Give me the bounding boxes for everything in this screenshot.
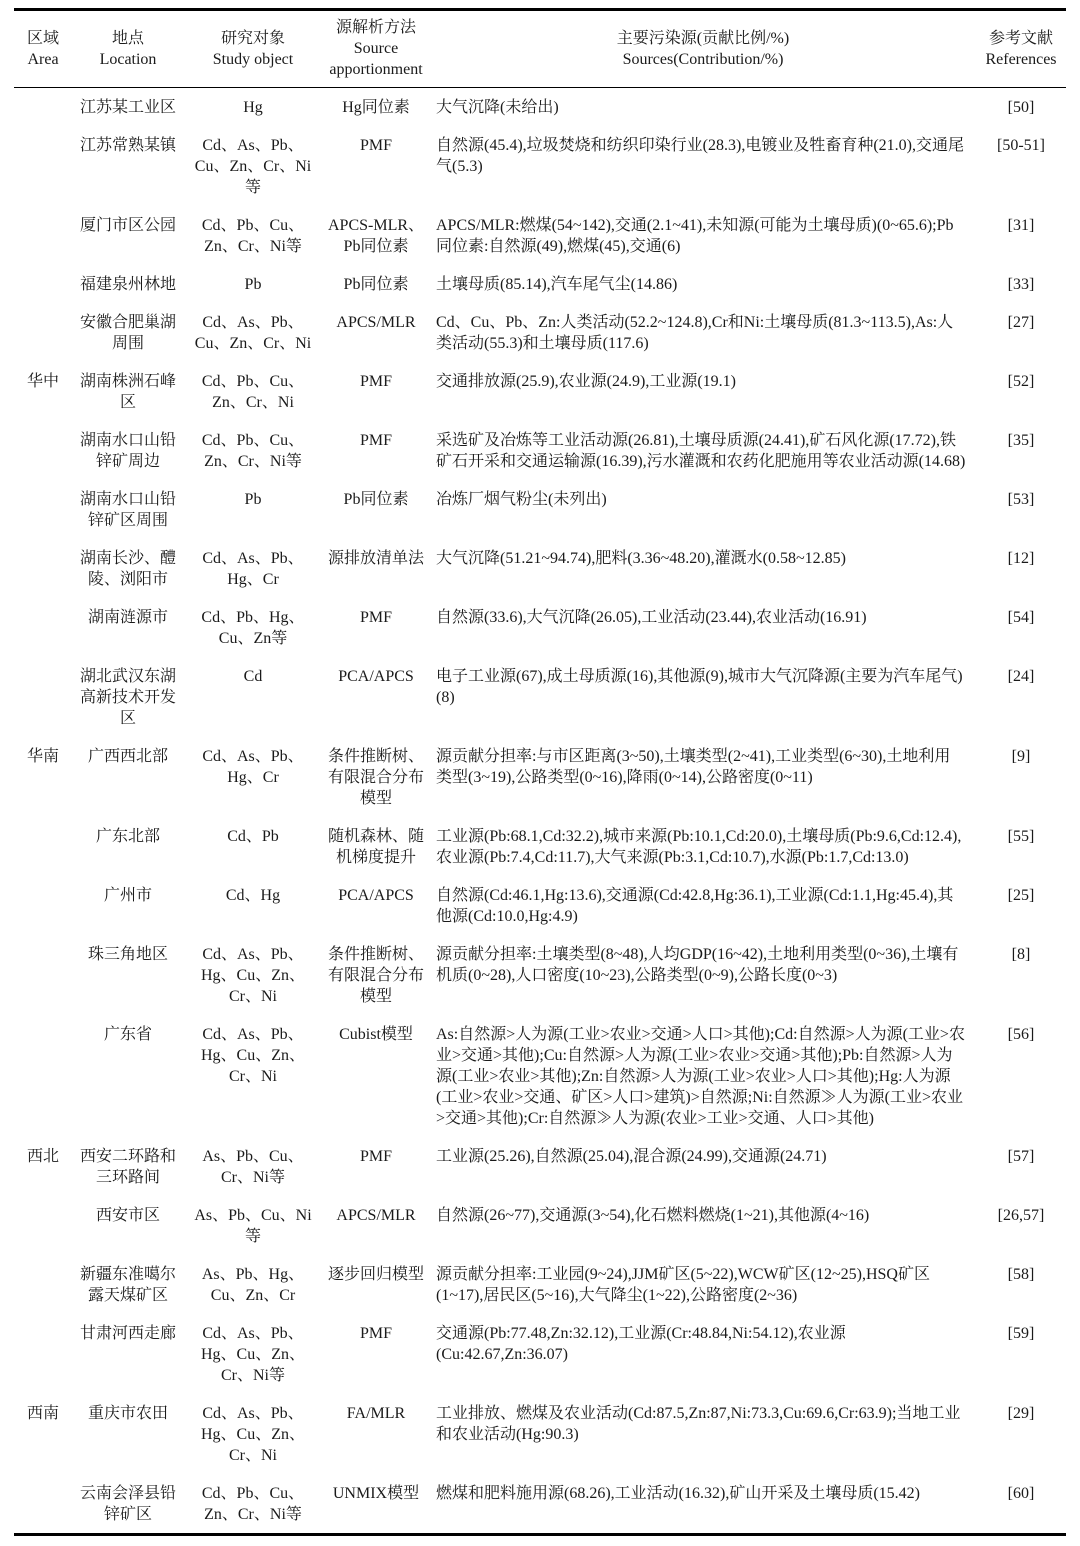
cell-location: 广州市 xyxy=(103,887,152,904)
header-location xyxy=(72,10,184,88)
table-row xyxy=(14,362,1066,421)
cell-sources: APCS/MLR:燃煤(54~142),交通(2.1~41),未知源(可能为土壤母质)(0~65.6);Pb同位素:自然源(49),燃煤(45),交通(6) xyxy=(436,217,954,255)
table-row xyxy=(14,539,1066,598)
cell-area xyxy=(14,876,72,935)
cell-area xyxy=(14,817,72,876)
cell-location: 西安二环路和三环路间 xyxy=(79,1148,176,1186)
cell-method: Pb同位素 xyxy=(343,276,409,293)
cell-study-object: Pb xyxy=(244,491,262,508)
cell-reference: [50-51] xyxy=(997,137,1045,154)
cell-method: 条件推断树、有限混合分布模型 xyxy=(327,748,424,807)
cell-area xyxy=(14,421,72,480)
cell-area: 华南 xyxy=(26,748,59,765)
cell-area xyxy=(14,480,72,539)
cell-area: 西南 xyxy=(26,1405,59,1422)
cell-sources: 源贡献分担率:土壤类型(8~48),人均GDP(16~42),土地利用类型(0~36),土壤有机质(0~28),人口密度(10~23),公路类型(0~9),公路长度(0~3) xyxy=(436,946,959,984)
header-sources xyxy=(430,10,976,88)
cell-study-object: Cd、Pb xyxy=(227,828,279,845)
cell-method: PMF xyxy=(359,1325,393,1342)
cell-reference: [53] xyxy=(1007,491,1035,508)
cell-reference: [33] xyxy=(1007,276,1035,293)
cell-study-object: Hg xyxy=(243,99,263,116)
cell-location: 珠三角地区 xyxy=(87,946,168,963)
table-row xyxy=(14,598,1066,657)
header-references-en: References xyxy=(985,50,1057,68)
cell-area xyxy=(14,1474,72,1535)
cell-reference: [24] xyxy=(1007,668,1035,685)
cell-sources: 工业源(Pb:68.1,Cd:32.2),城市来源(Pb:10.1,Cd:20.0),土壤母质(Pb:9.6,Cd:12.4),农业源(Pb:7.4,Cd:11.7),大气来源(Pb:3.1,Cd:10.7),水源(Pb:1.7,Cd:13.0) xyxy=(436,828,962,866)
cell-area: 西北 xyxy=(26,1148,59,1165)
header-study-object xyxy=(184,10,322,88)
cell-location: 湖南株洲石峰区 xyxy=(79,373,176,411)
cell-area xyxy=(14,935,72,1015)
cell-location: 湖南长沙、醴陵、浏阳市 xyxy=(79,550,176,588)
cell-method: PMF xyxy=(359,1148,393,1165)
cell-sources: 采选矿及冶炼等工业活动源(26.81),土壤母质源(24.41),矿石风化源(17.72),铁矿石开采和交通运输源(16.39),污水灌溉和农药化肥施用等农业活动源(14.68) xyxy=(436,432,966,470)
cell-location: 湖南水口山铅锌矿周边 xyxy=(79,432,176,470)
table-row xyxy=(14,1394,1066,1474)
cell-location: 厦门市区公园 xyxy=(79,217,176,234)
cell-study-object: Cd、Pb、Hg、Cu、Zn等 xyxy=(201,609,305,647)
cell-sources: 源贡献分担率:工业园(9~24),JJM矿区(5~22),WCW矿区(12~25),HSQ矿区(1~17),居民区(5~16),大气降尘(1~22),公路密度(2~36) xyxy=(436,1266,930,1304)
cell-study-object: Cd、As、Pb、Hg、Cu、Zn、Cr、Ni xyxy=(200,1026,305,1085)
cell-study-object: Cd、Pb、Cu、Zn、Cr、Ni等 xyxy=(201,217,305,255)
cell-method: APCS/MLR xyxy=(336,314,416,331)
cell-location: 湖南涟源市 xyxy=(87,609,168,626)
cell-reference: [60] xyxy=(1007,1485,1035,1502)
header-method xyxy=(322,10,430,88)
header-area-en: Area xyxy=(27,50,59,68)
table-row xyxy=(14,1255,1066,1314)
cell-reference: [57] xyxy=(1007,1148,1035,1165)
cell-study-object: Cd、Hg xyxy=(225,887,281,904)
header-area xyxy=(14,10,72,88)
cell-sources: 源贡献分担率:与市区距离(3~50),土壤类型(2~41),工业类型(6~30),土地利用类型(3~19),公路类型(0~16),降雨(0~14),公路密度(0~11) xyxy=(436,748,951,786)
cell-sources: 自然源(26~77),交通源(3~54),化石燃料燃烧(1~21),其他源(4~16) xyxy=(436,1207,870,1224)
cell-study-object: Cd、As、Pb、Hg、Cr xyxy=(202,550,304,588)
cell-method: PCA/APCS xyxy=(338,887,414,904)
table-row xyxy=(14,480,1066,539)
cell-study-object: Cd、As、Pb、Cu、Zn、Cr、Ni xyxy=(194,314,312,352)
table-row xyxy=(14,206,1066,265)
cell-sources: 大气沉降(51.21~94.74),肥料(3.36~48.20),灌溉水(0.58~12.85) xyxy=(436,550,846,567)
cell-sources: 冶炼厂烟气粉尘(未列出) xyxy=(436,491,607,508)
cell-method: FA/MLR xyxy=(346,1405,406,1422)
cell-method: 随机森林、随机梯度提升 xyxy=(327,828,424,866)
cell-method: PMF xyxy=(359,432,393,449)
cell-sources: 自然源(45.4),垃圾焚烧和纺织印染行业(28.3),电镀业及牲畜育种(21.0),交通尾气(5.3) xyxy=(436,137,964,175)
cell-method: PCA/APCS xyxy=(338,668,414,685)
header-study-object-en: Study object xyxy=(212,50,294,68)
cell-reference: [50] xyxy=(1007,99,1035,116)
cell-study-object: Cd、Pb、Cu、Zn、Cr、Ni等 xyxy=(201,432,305,470)
cell-method: 条件推断树、有限混合分布模型 xyxy=(327,946,424,1005)
header-sources-en: Sources(Contribution/%) xyxy=(622,50,784,68)
cell-area xyxy=(14,539,72,598)
cell-sources: 自然源(33.6),大气沉降(26.05),工业活动(23.44),农业活动(16.91) xyxy=(436,609,867,626)
header-sources-zh: 主要污染源(贡献比例/%) xyxy=(616,29,790,47)
cell-study-object: As、Pb、Hg、Cu、Zn、Cr xyxy=(201,1266,305,1304)
cell-sources: 工业排放、燃煤及农业活动(Cd:87.5,Zn:87,Ni:73.3,Cu:69.6,Cr:63.9);当地工业和农业活动(Hg:90.3) xyxy=(436,1405,961,1443)
cell-area xyxy=(14,1314,72,1394)
header-area-zh: 区域 xyxy=(26,29,59,47)
cell-reference: [35] xyxy=(1007,432,1035,449)
table-row xyxy=(14,126,1066,206)
cell-study-object: Pb xyxy=(244,276,262,293)
table-row xyxy=(14,1314,1066,1394)
cell-reference: [27] xyxy=(1007,314,1035,331)
cell-location: 广东省 xyxy=(103,1026,152,1043)
cell-method: PMF xyxy=(359,373,393,390)
cell-area xyxy=(14,206,72,265)
cell-study-object: Cd、As、Pb、Hg、Cu、Zn、Cr、Ni xyxy=(200,1405,305,1464)
cell-location: 甘肃河西走廊 xyxy=(79,1325,176,1342)
cell-location: 云南会泽县铅锌矿区 xyxy=(79,1485,176,1523)
table-row xyxy=(14,935,1066,1015)
cell-reference: [52] xyxy=(1007,373,1035,390)
cell-reference: [8] xyxy=(1011,946,1031,963)
cell-study-object: Cd、As、Pb、Hg、Cu、Zn、Cr、Ni xyxy=(200,946,305,1005)
cell-area xyxy=(14,598,72,657)
cell-reference: [9] xyxy=(1011,748,1031,765)
cell-reference: [31] xyxy=(1007,217,1035,234)
cell-reference: [29] xyxy=(1007,1405,1035,1422)
cell-area xyxy=(14,1196,72,1255)
header-references xyxy=(976,10,1066,88)
cell-location: 江苏某工业区 xyxy=(79,99,176,116)
cell-reference: [26,57] xyxy=(997,1207,1045,1224)
cell-method: APCS-MLR、Pb同位素 xyxy=(327,217,425,255)
cell-area: 华中 xyxy=(26,373,59,390)
table-body xyxy=(14,88,1066,1535)
cell-method: Cubist模型 xyxy=(339,1026,413,1043)
cell-reference: [12] xyxy=(1007,550,1035,567)
cell-location: 重庆市农田 xyxy=(87,1405,168,1422)
cell-location: 湖北武汉东湖高新技术开发区 xyxy=(79,668,176,727)
header-references-zh: 参考文献 xyxy=(988,29,1053,47)
cell-method: 逐步回归模型 xyxy=(327,1266,424,1283)
cell-study-object: Cd、Pb、Cu、Zn、Cr、Ni xyxy=(201,373,305,411)
table-row xyxy=(14,1474,1066,1535)
cell-reference: [55] xyxy=(1007,828,1035,845)
header-method-zh: 源解析方法 xyxy=(335,19,416,36)
table-row xyxy=(14,876,1066,935)
cell-sources: 交通源(Pb:77.48,Zn:32.12),工业源(Cr:48.84,Ni:54.12),农业源(Cu:42.67,Zn:36.07) xyxy=(436,1325,846,1363)
table-row xyxy=(14,88,1066,127)
cell-reference: [54] xyxy=(1007,609,1035,626)
cell-reference: [58] xyxy=(1007,1266,1035,1283)
table-row xyxy=(14,1196,1066,1255)
table-row xyxy=(14,657,1066,737)
source-apportionment-table xyxy=(14,8,1066,1536)
cell-sources: 燃煤和肥料施用源(68.26),工业活动(16.32),矿山开采及土壤母质(15.42) xyxy=(436,1485,920,1502)
cell-method: PMF xyxy=(359,137,393,154)
cell-area xyxy=(14,657,72,737)
table-row xyxy=(14,817,1066,876)
cell-sources: 工业源(25.26),自然源(25.04),混合源(24.99),交通源(24.71) xyxy=(436,1148,827,1165)
cell-location: 新疆东准噶尔露天煤矿区 xyxy=(79,1266,176,1304)
cell-reference: [25] xyxy=(1007,887,1035,904)
cell-sources: As:自然源>人为源(工业>农业>交通>人口>其他);Cd:自然源>人为源(工业>农业>交通>其他);Cu:自然源>人为源(工业>农业>交通>其他);Pb:自然源>人为源(工业>农业>其他);Zn:自然源>人为源(工业>农业>人口>其他);Hg:人为源(工业>农业>交通、矿区>人口>建筑)>自然源;Ni:自然源≫人为源(工业>农业>交通>其他);Cr:自然源≫人为源(农业>工业>交通、人口>其他) xyxy=(436,1026,965,1127)
header-study-object-zh: 研究对象 xyxy=(220,29,285,47)
header-location-zh: 地点 xyxy=(111,29,144,47)
header-row xyxy=(14,10,1066,88)
cell-location: 广东北部 xyxy=(95,828,160,845)
cell-study-object: As、Pb、Cu、Cr、Ni等 xyxy=(202,1148,304,1186)
table-row xyxy=(14,737,1066,817)
cell-study-object: As、Pb、Cu、Ni等 xyxy=(194,1207,312,1245)
header-method-en: Source apportionment xyxy=(329,40,423,78)
cell-location: 西安市区 xyxy=(95,1207,160,1224)
cell-location: 安徽合肥巢湖周围 xyxy=(79,314,176,352)
cell-area xyxy=(14,265,72,303)
cell-method: APCS/MLR xyxy=(336,1207,416,1224)
cell-sources: 交通排放源(25.9),农业源(24.9),工业源(19.1) xyxy=(436,373,736,390)
cell-method: Pb同位素 xyxy=(343,491,409,508)
cell-location: 福建泉州林地 xyxy=(79,276,176,293)
table-row xyxy=(14,421,1066,480)
cell-reference: [59] xyxy=(1007,1325,1035,1342)
table-header xyxy=(14,10,1066,88)
cell-method: Hg同位素 xyxy=(342,99,410,116)
cell-reference: [56] xyxy=(1007,1026,1035,1043)
table-row xyxy=(14,303,1066,362)
header-location-en: Location xyxy=(99,50,157,68)
table-row xyxy=(14,1137,1066,1196)
cell-location: 湖南水口山铅锌矿区周围 xyxy=(79,491,176,529)
cell-area xyxy=(14,88,72,127)
cell-sources: Cd、Cu、Pb、Zn:人类活动(52.2~124.8),Cr和Ni:土壤母质(81.3~113.5),As:人类活动(55.3)和土壤母质(117.6) xyxy=(436,314,954,352)
cell-sources: 大气沉降(未给出) xyxy=(436,99,559,116)
cell-study-object: Cd、Pb、Cu、Zn、Cr、Ni等 xyxy=(201,1485,305,1523)
cell-area xyxy=(14,303,72,362)
cell-sources: 自然源(Cd:46.1,Hg:13.6),交通源(Cd:42.8,Hg:36.1),工业源(Cd:1.1,Hg:45.4),其他源(Cd:10.0,Hg:4.9) xyxy=(436,887,954,925)
cell-study-object: Cd、As、Pb、Hg、Cu、Zn、Cr、Ni等 xyxy=(200,1325,305,1384)
cell-sources: 土壤母质(85.14),汽车尾气尘(14.86) xyxy=(436,276,678,293)
cell-method: PMF xyxy=(359,609,393,626)
cell-location: 广西西北部 xyxy=(87,748,168,765)
cell-method: UNMIX模型 xyxy=(332,1485,420,1502)
table-row xyxy=(14,265,1066,303)
cell-method: 源排放清单法 xyxy=(327,550,424,567)
cell-area xyxy=(14,1255,72,1314)
cell-study-object: Cd、As、Pb、Hg、Cr xyxy=(202,748,304,786)
cell-study-object: Cd xyxy=(243,668,263,685)
cell-study-object: Cd、As、Pb、Cu、Zn、Cr、Ni等 xyxy=(194,137,312,196)
table-row xyxy=(14,1015,1066,1137)
cell-location: 江苏常熟某镇 xyxy=(79,137,176,154)
cell-area xyxy=(14,1015,72,1137)
cell-sources: 电子工业源(67),成土母质源(16),其他源(9),城市大气沉降源(主要为汽车尾气)(8) xyxy=(436,668,963,706)
cell-area xyxy=(14,126,72,206)
